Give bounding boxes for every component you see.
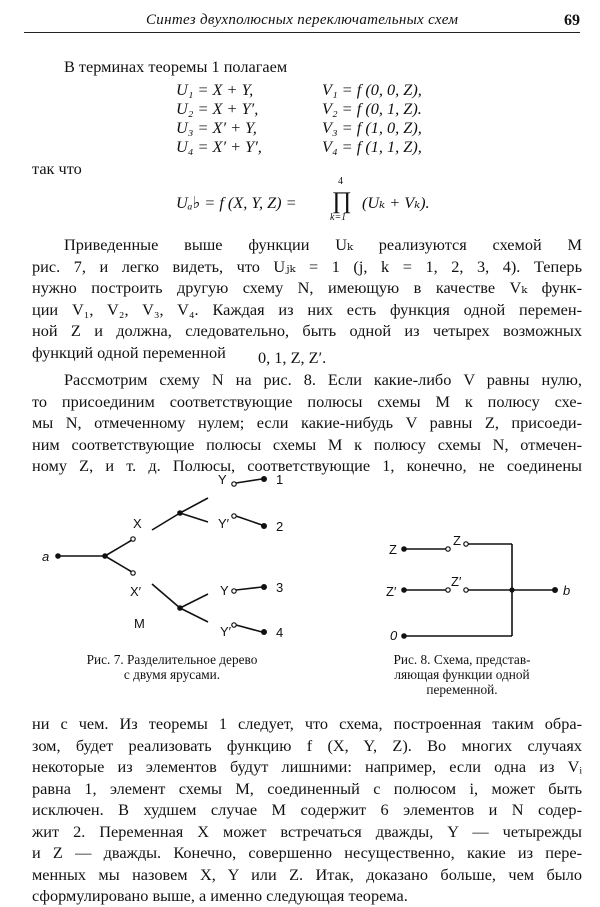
- header-rule: [24, 32, 580, 33]
- paragraph-2: [32, 369, 582, 477]
- p1-line-4: ции V₁, V₂, V₃, V₄. Каждая из них есть функция одной перемен-: [32, 299, 582, 319]
- p3-line-5: исключен. В худшем случае M содержит 6 элементов и N содер-: [32, 800, 582, 819]
- fig7-terminal-2: 2: [276, 519, 284, 534]
- fig7-label-m: M: [134, 616, 145, 631]
- fig8-caption-line-1: Рис. 8. Схема, представ-: [393, 652, 531, 667]
- p3-line-3: некоторые из элементов будут лишними: например, если одна из Vᵢ: [32, 757, 582, 776]
- main-eq-lower: k=1: [330, 212, 347, 223]
- fig7-label-y4: Y′: [220, 624, 232, 639]
- paragraph-3: [32, 713, 582, 907]
- p3-line-6: жит 2. Переменная X может встречаться дважды, Y — четырежды: [32, 821, 582, 841]
- p3-line-4: равна 1, элемент схемы M, соединенный с полюсом i, может быть: [32, 778, 582, 798]
- eq-u4: U₄ = X′ + Y′,: [176, 137, 262, 156]
- fig8-label-zprime: Z′: [386, 584, 397, 599]
- p2-line-4: ним соответствующие полюсы схемы M к полюсу схемы N, отмечен-: [32, 434, 582, 454]
- fig8-contact-zprime: Z′: [451, 574, 462, 589]
- figure-7-caption: [52, 652, 292, 682]
- fig7-label-a: a: [42, 549, 50, 564]
- p2-line-1: Рассмотрим схему N на рис. 8. Если какие-либо V равны нулю,: [64, 370, 582, 389]
- page-number: 69: [564, 12, 580, 29]
- p3-line-1: ни с чем. Из теоремы 1 следует, что схема, построенная таким обра-: [32, 714, 582, 733]
- eq-v1: V₁ = f (0, 0, Z),: [322, 80, 422, 99]
- p2-line-3: мы N, отмеченному нулем; если какие-нибудь V равны Z, присоеди-: [32, 413, 582, 432]
- eq-v4: V₄ = f (1, 1, Z),: [322, 137, 422, 156]
- fig7-caption-line-2: с двумя ярусами.: [123, 667, 221, 682]
- p1-line-3: нужно построить другую схему N, имеющую в качестве Vₖ функ-: [32, 278, 582, 297]
- eq-u2: U₂ = X + Y′,: [176, 99, 259, 118]
- so-that: так что: [32, 159, 82, 178]
- intro-line: В терминах теоремы 1 полагаем: [64, 57, 288, 76]
- main-eq-product: ∏: [332, 188, 352, 214]
- eq-u3: U₃ = X′ + Y,: [176, 118, 257, 137]
- p1-line-2: рис. 7, и легко видеть, что Uⱼₖ = 1 (j, k = 1, 2, 3, 4). Теперь: [32, 256, 582, 276]
- fig7-caption-line-1: Рис. 7. Разделительное дерево: [86, 652, 258, 667]
- p2-line-2: то присоединим соответствующие полюсы схемы M к полюсу схе-: [32, 391, 582, 411]
- main-eq-lhs: Uₐ♭ = f (X, Y, Z) =: [176, 193, 297, 212]
- values-line: 0, 1, Z, Z′.: [258, 348, 327, 367]
- fig8-caption-line-3: переменной.: [426, 682, 498, 697]
- fig8-label-zero: 0: [390, 628, 398, 643]
- p1-line-5: ной Z и должна, следовательно, быть одной из четырех возможных: [32, 321, 582, 340]
- eq-v2: V₂ = f (0, 1, Z).: [322, 99, 422, 118]
- fig7-label-y3: Y: [220, 583, 229, 598]
- paragraph-1: [32, 234, 582, 363]
- p2-line-5: ному Z, и т. д. Полюсы, соответствующие 1, конечно, не соединены: [32, 456, 582, 475]
- fig8-contact-z: Z: [453, 533, 461, 548]
- header-title: Синтез двухполюсных переключательных схем: [146, 12, 459, 28]
- fig7-terminal-4: 4: [276, 625, 284, 640]
- p3-line-8: менных мы назовем X, Y или Z. Итак, доказано больше, чем было: [32, 864, 582, 884]
- fig7-label-y2: Y′: [218, 516, 230, 531]
- fig7-label-xprime: X′: [130, 584, 142, 599]
- eq-v3: V₃ = f (1, 0, Z),: [322, 118, 422, 137]
- fig7-label-x: X: [133, 516, 142, 531]
- main-eq-rhs: (Uₖ + Vₖ).: [362, 193, 430, 212]
- fig8-label-z: Z: [389, 542, 397, 557]
- fig7-label-y1: Y: [218, 472, 227, 487]
- fig8-caption-line-2: ляющая функции одной: [394, 667, 530, 682]
- figure-8-caption: [362, 652, 562, 697]
- fig7-terminal-1: 1: [276, 472, 284, 487]
- main-eq-upper: 4: [338, 176, 343, 187]
- p3-line-2: зом, будет реализовать функцию f (X, Y, Z). Во многих случаях: [32, 735, 582, 755]
- fig7-terminal-3: 3: [276, 580, 284, 595]
- fig8-label-b: b: [563, 583, 571, 598]
- p1-line-1: Приведенные выше функции Uₖ реализуются схемой M: [64, 235, 582, 254]
- running-header: [24, 10, 580, 32]
- p1-line-6: функций одной переменной: [32, 342, 226, 362]
- p3-line-7: и Z — дважды. Конечно, совершенно несущественно, какие из пере-: [32, 843, 582, 862]
- p3-line-9: сформулировано выше, а именно следующая теорема.: [32, 886, 408, 905]
- eq-u1: U₁ = X + Y,: [176, 80, 254, 99]
